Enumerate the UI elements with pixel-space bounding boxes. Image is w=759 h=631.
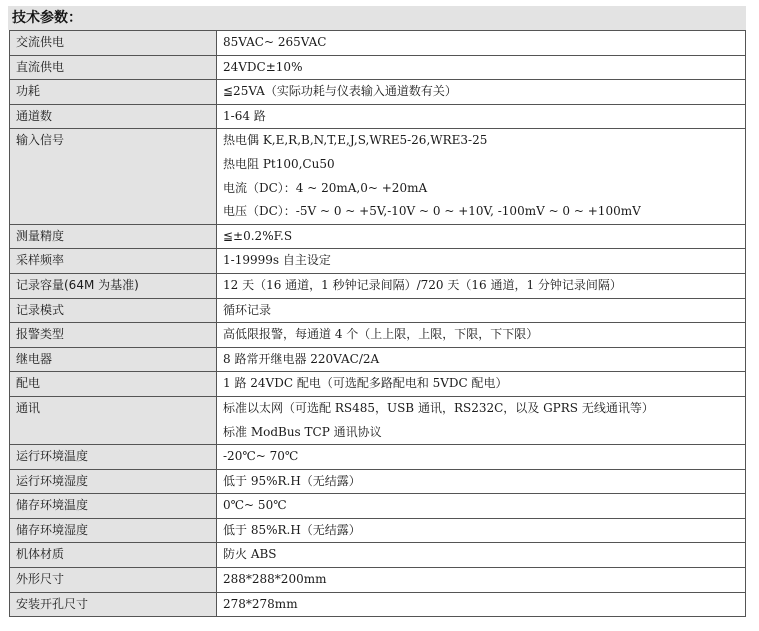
- spec-value-line: 循环记录: [223, 302, 272, 317]
- spec-value-line: 1-19999s 自主设定: [223, 253, 331, 268]
- spec-label: [10, 543, 217, 568]
- spec-label-text: 外形尺寸: [16, 572, 65, 587]
- table-row: [10, 31, 746, 56]
- spec-value-line: 8 路常开继电器 220VAC/2A: [223, 351, 380, 366]
- spec-label: [10, 104, 217, 129]
- spec-label: [10, 518, 217, 543]
- spec-value-line: 防火 ABS: [223, 547, 277, 562]
- spec-value: [217, 31, 746, 56]
- spec-label: [10, 224, 217, 249]
- spec-table: [9, 30, 746, 617]
- spec-label-text: 储存环境温度: [16, 498, 89, 513]
- spec-value-line: 288*288*200mm: [223, 572, 327, 587]
- spec-value-line: 热电偶 K,E,R,B,N,T,E,J,S,WRE5-26,WRE3-25: [223, 133, 488, 148]
- spec-label: [10, 55, 217, 80]
- spec-label: [10, 249, 217, 274]
- spec-label-text: 运行环境湿度: [16, 473, 89, 488]
- spec-value: [217, 543, 746, 568]
- spec-label: [10, 469, 217, 494]
- table-row: [10, 224, 746, 249]
- spec-value-line: 1-64 路: [223, 108, 266, 123]
- spec-value-line: 标准 ModBus TCP 通讯协议: [223, 424, 382, 439]
- spec-label-text: 输入信号: [16, 133, 65, 148]
- spec-value: [217, 129, 746, 224]
- spec-value-line: 标准以太网（可选配 RS485，USB 通讯，RS232C，以及 GPRS 无线通讯等）: [223, 400, 654, 415]
- spec-value-line: 0℃~ 50℃: [223, 498, 287, 513]
- table-row: [10, 568, 746, 593]
- spec-value: [217, 568, 746, 593]
- table-row: [10, 445, 746, 470]
- spec-value: [217, 396, 746, 444]
- spec-value-line: 高低限报警，每通道 4 个（上上限，上限，下限，下下限）: [223, 327, 539, 342]
- spec-label-text: 运行环境温度: [16, 449, 89, 464]
- spec-value: [217, 445, 746, 470]
- table-row: [10, 273, 746, 298]
- spec-label: [10, 80, 217, 105]
- spec-value: [217, 323, 746, 348]
- spec-value-line: ≦±0.2%F.S: [223, 228, 293, 243]
- spec-label-text: 继电器: [16, 351, 53, 366]
- spec-value: [217, 80, 746, 105]
- spec-label: [10, 323, 217, 348]
- spec-value: [217, 592, 746, 617]
- table-row: [10, 129, 746, 224]
- spec-label: [10, 31, 217, 56]
- spec-value-line: 24VDC±10%: [223, 59, 303, 74]
- spec-value: [217, 494, 746, 519]
- section-header: [8, 6, 746, 30]
- spec-value-line: -20℃~ 70℃: [223, 449, 299, 464]
- spec-value-line: 电压（DC）：-5V ~ 0 ~ +5V,-10V ~ 0 ~ +10V, -100mV ~ 0 ~ +100mV: [223, 204, 641, 219]
- table-row: [10, 298, 746, 323]
- table-row: [10, 80, 746, 105]
- spec-value: [217, 224, 746, 249]
- spec-label: [10, 298, 217, 323]
- spec-value-line: ≦25VA（实际功耗与仪表输入通道数有关）: [223, 84, 457, 99]
- section-title: 技术参数：: [12, 10, 82, 26]
- spec-label-text: 交流供电: [16, 35, 65, 49]
- spec-label-text: 安装开孔尺寸: [16, 596, 89, 611]
- spec-value: [217, 518, 746, 543]
- table-row: [10, 494, 746, 519]
- spec-label-text: 直流供电: [16, 59, 65, 74]
- spec-value: [217, 249, 746, 274]
- table-row: [10, 55, 746, 80]
- spec-label-text: 通讯: [16, 400, 41, 415]
- spec-label: [10, 347, 217, 372]
- spec-label-text: 报警类型: [16, 327, 65, 342]
- spec-label-text: 配电: [16, 376, 41, 391]
- spec-label: [10, 273, 217, 298]
- spec-value-line: 12 天（16 通道，1 秒钟记录间隔）/720 天（16 通道，1 分钟记录间隔）: [223, 277, 622, 292]
- table-row: [10, 543, 746, 568]
- spec-value: [217, 104, 746, 129]
- table-row: [10, 372, 746, 397]
- spec-value-line: 低于 85%R.H（无结露）: [223, 522, 361, 537]
- spec-label: [10, 129, 217, 224]
- spec-label: [10, 396, 217, 444]
- spec-label: [10, 372, 217, 397]
- spec-value-line: 电流（DC）：4 ~ 20mA,0~ +20mA: [223, 180, 428, 195]
- table-row: [10, 518, 746, 543]
- table-row: [10, 396, 746, 444]
- spec-label: [10, 494, 217, 519]
- spec-label-text: 测量精度: [16, 228, 65, 243]
- spec-label-text: 功耗: [16, 84, 41, 99]
- spec-label-text: 机体材质: [16, 547, 65, 562]
- spec-value-line: 278*278mm: [223, 596, 298, 611]
- spec-label: [10, 445, 217, 470]
- spec-value-line: 热电阻 Pt100,Cu50: [223, 156, 335, 171]
- spec-label: [10, 568, 217, 593]
- spec-value-line: 1 路 24VDC 配电（可选配多路配电和 5VDC 配电）: [223, 376, 508, 391]
- table-row: [10, 249, 746, 274]
- table-row: [10, 323, 746, 348]
- spec-label-text: 记录容量(64M 为基准): [16, 277, 139, 292]
- table-row: [10, 104, 746, 129]
- table-row: [10, 592, 746, 617]
- spec-label-text: 采样频率: [16, 253, 65, 268]
- spec-value: [217, 469, 746, 494]
- spec-table-body: [10, 31, 746, 617]
- spec-label-text: 记录模式: [16, 302, 65, 317]
- spec-value: [217, 372, 746, 397]
- spec-value: [217, 347, 746, 372]
- table-row: [10, 347, 746, 372]
- spec-label: [10, 592, 217, 617]
- spec-value: [217, 273, 746, 298]
- spec-value: [217, 298, 746, 323]
- spec-label-text: 储存环境湿度: [16, 522, 89, 537]
- table-row: [10, 469, 746, 494]
- spec-label-text: 通道数: [16, 108, 53, 123]
- spec-value: [217, 55, 746, 80]
- spec-value-line: 低于 95%R.H（无结露）: [223, 473, 361, 488]
- spec-value-line: 85VAC~ 265VAC: [223, 35, 327, 49]
